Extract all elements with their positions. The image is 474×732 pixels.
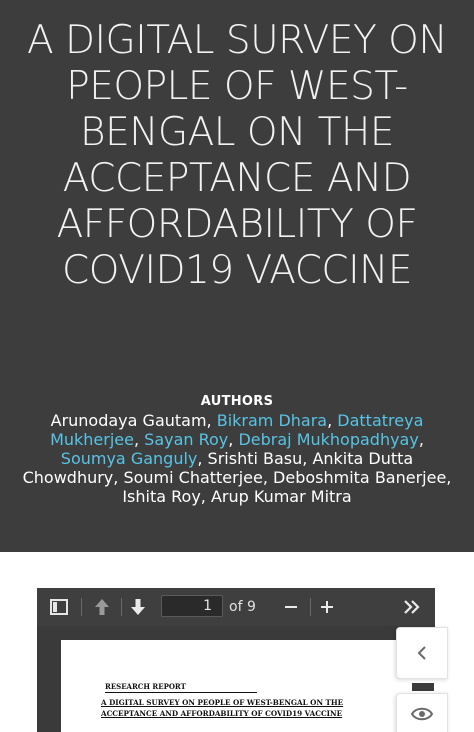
page-total-label: of 9 — [229, 599, 256, 615]
double-chevron-right-icon — [403, 600, 421, 614]
toolbar-divider — [81, 588, 82, 626]
author-name: Ankita Dutta Chowdhury — [22, 449, 414, 487]
eye-icon — [411, 706, 433, 722]
page-number-input[interactable] — [161, 595, 223, 617]
author-name: Deboshmita Banerjee — [273, 468, 447, 487]
more-tools-button[interactable] — [399, 588, 425, 626]
side-controls — [396, 627, 474, 732]
document-label: RESEARCH REPORT — [105, 682, 257, 693]
arrow-down-icon — [130, 598, 146, 616]
viewer-edge — [412, 683, 434, 691]
author-link[interactable]: Dattatreya Mukherjee — [50, 411, 424, 449]
author-name: Soumi Chatterjee — [123, 468, 263, 487]
sidebar-toggle-button[interactable] — [47, 588, 71, 626]
toolbar-divider — [121, 588, 122, 626]
arrow-up-icon — [94, 598, 110, 616]
authors-heading: AUTHORS — [200, 394, 274, 409]
next-page-button[interactable] — [127, 588, 149, 626]
previous-page-button[interactable] — [91, 588, 113, 626]
pdf-page — [61, 640, 435, 732]
document-title: A DIGITAL SURVEY ON PEOPLE OF WEST-BENGAL ON THE ACCEPTANCE AND AFFORDABILITY OF COVID19 VACCINE — [101, 698, 344, 718]
page-title: A DIGITAL SURVEY ON PEOPLE OF WEST-BENGAL ON THE ACCEPTANCE AND AFFORDABILITY OF COVID19 VACCINE — [26, 18, 448, 293]
author-name: Arunodaya Gautam — [50, 411, 207, 430]
author-link[interactable]: Sayan Roy — [144, 430, 229, 449]
collapse-panel-button[interactable] — [396, 627, 448, 679]
minus-icon — [284, 600, 298, 614]
plus-icon — [320, 600, 334, 614]
author-name: Srishti Basu — [207, 449, 303, 468]
author-name: Ishita Roy — [122, 487, 201, 506]
chevron-left-icon — [416, 645, 428, 661]
toolbar-divider — [310, 588, 311, 626]
zoom-in-button[interactable] — [316, 588, 338, 626]
author-link[interactable]: Bikram Dhara — [216, 411, 328, 430]
authors-list: Arunodaya Gautam, Bikram Dhara, Dattatreya Mukherjee, Sayan Roy, Debraj Mukhopadhyay, Soumya Ganguly, Srishti Basu, Ankita Dutta Chowdhury, Soumi Chatterjee, Deboshmita Banerjee, Ishita Roy, Arup Kumar Mitra — [22, 411, 452, 506]
zoom-out-button[interactable] — [280, 588, 302, 626]
pdf-viewer — [37, 588, 435, 732]
pdf-toolbar — [37, 588, 435, 626]
sidebar-toggle-icon — [50, 599, 68, 615]
view-button[interactable] — [396, 693, 448, 732]
author-link[interactable]: Debraj Mukhopadhyay — [238, 430, 419, 449]
author-link[interactable]: Soumya Ganguly — [60, 449, 198, 468]
author-name: Arup Kumar Mitra — [210, 487, 352, 506]
